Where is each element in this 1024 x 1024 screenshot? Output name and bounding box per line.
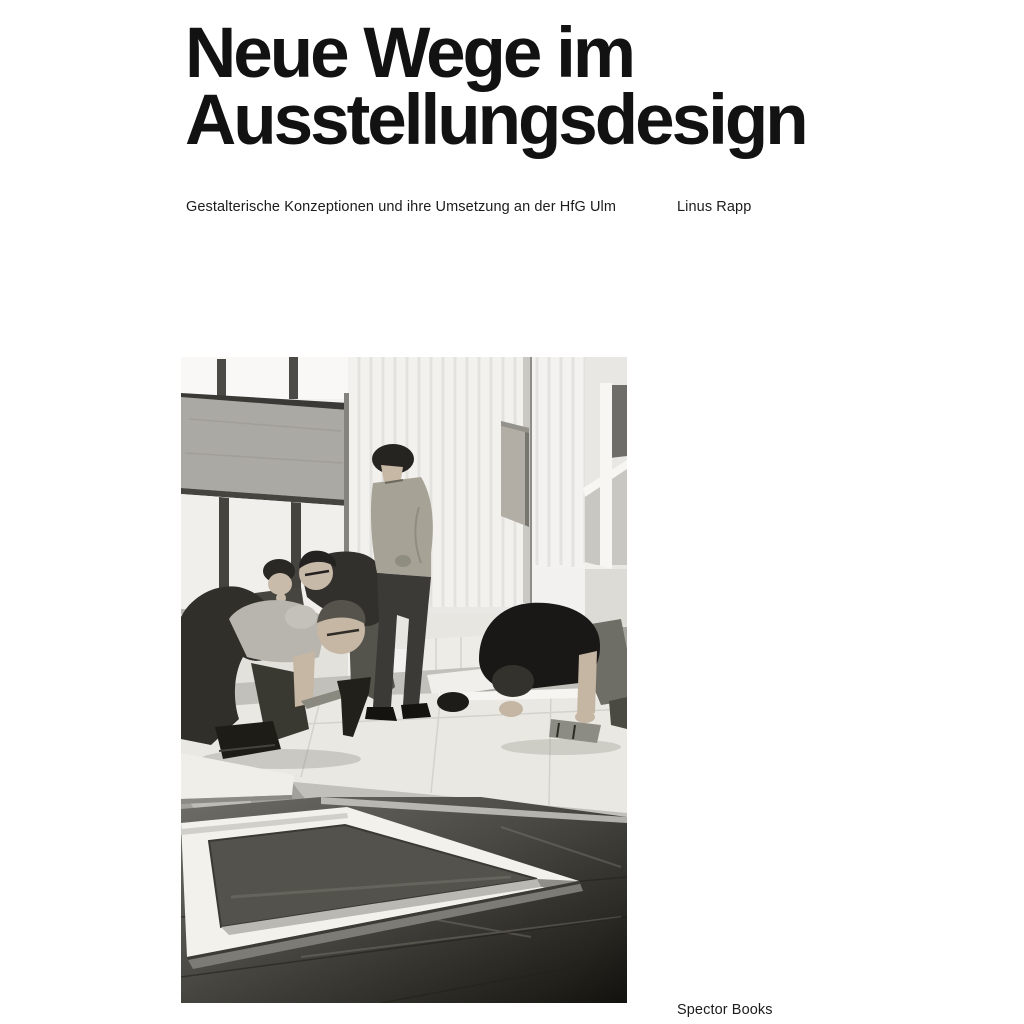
photo-vignette xyxy=(181,357,627,1003)
book-title xyxy=(185,14,806,160)
book-title-line2: Ausstellungsdesign xyxy=(185,81,806,160)
author-name: Linus Rapp xyxy=(677,199,752,215)
workshop-photo-illustration xyxy=(181,357,627,1003)
book-title-line1: Neue Wege im xyxy=(185,14,633,93)
publisher-name: Spector Books xyxy=(677,1002,773,1018)
book-subtitle: Gestalterische Konzeptionen und ihre Umsetzung an der HfG Ulm xyxy=(186,199,617,215)
cover-photograph xyxy=(181,357,627,1003)
